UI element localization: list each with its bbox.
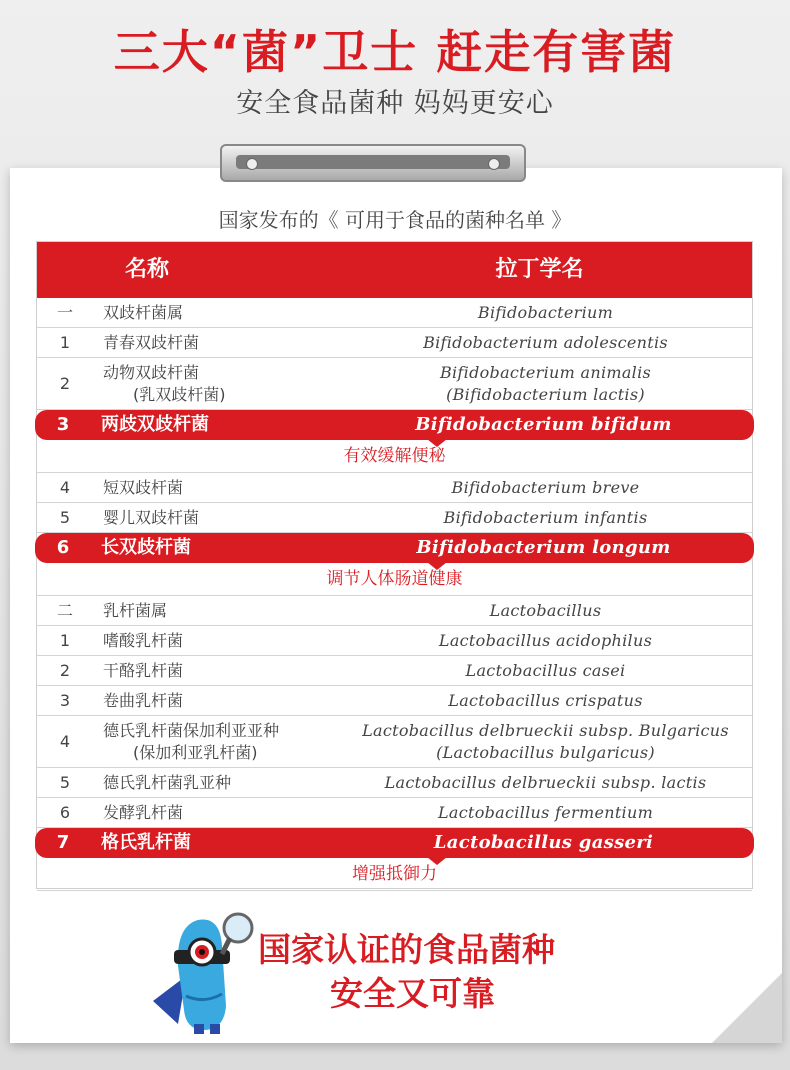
table-row — [37, 626, 752, 656]
strain-name-text-line2: (保加利亚乳杆菌) — [133, 743, 258, 762]
row-number — [37, 298, 93, 328]
strain-name — [103, 626, 363, 656]
latin-name — [343, 798, 748, 828]
latin-name — [343, 596, 748, 626]
strain-name-text-line2: (乳双歧杆菌) — [133, 385, 226, 404]
row-number-text: 2 — [59, 661, 71, 680]
latin-name — [343, 686, 748, 716]
table-row — [37, 358, 752, 410]
highlighted-table-row — [35, 410, 754, 440]
benefit-note — [37, 440, 752, 473]
latin-name-text: Bifidobacterium breve — [451, 478, 640, 497]
latin-name-text: Lactobacillus crispatus — [448, 691, 643, 710]
page-curl — [712, 973, 782, 1043]
latin-name-text: Lactobacillus gasseri — [433, 832, 654, 853]
row-number — [35, 533, 91, 563]
table-row — [37, 503, 752, 533]
column-header-name: 名称 — [124, 257, 169, 282]
strain-name-text: 婴儿双歧杆菌 — [103, 508, 200, 527]
strain-name — [103, 328, 363, 358]
row-number-text: 4 — [59, 478, 71, 497]
latin-name-text: Lactobacillus fermentium — [437, 803, 654, 822]
table-row — [37, 716, 752, 768]
footer-line-2: 安全又可靠 — [330, 974, 495, 1013]
strain-name-text: 长双歧杆菌 — [101, 537, 191, 558]
latin-name-text: Bifidobacterium animalis — [439, 363, 652, 382]
row-number-text: 5 — [59, 773, 71, 792]
latin-name-text-line2: (Bifidobacterium lactis) — [446, 385, 645, 404]
note-pointer-icon — [427, 562, 447, 570]
strain-name-text: 动物双歧杆菌 — [103, 363, 200, 382]
strain-name — [103, 298, 363, 328]
strain-name-text: 干酪乳杆菌 — [103, 661, 184, 680]
latin-name — [341, 533, 746, 563]
row-number-text: 6 — [59, 803, 71, 822]
strain-name — [101, 410, 361, 440]
list-title: 国家发布的《 可用于食品的菌种名单 》 — [218, 208, 572, 232]
row-number-text: 1 — [59, 631, 71, 650]
row-number-text: 5 — [59, 508, 71, 527]
strain-name-text: 格氏乳杆菌 — [101, 832, 191, 853]
row-number-text: 7 — [56, 832, 70, 853]
strain-name — [101, 828, 361, 858]
highlighted-table-row — [35, 828, 754, 858]
latin-name-text: Lactobacillus — [489, 601, 602, 620]
latin-name-text: Bifidobacterium longum — [416, 537, 671, 558]
latin-name — [343, 473, 748, 503]
latin-name — [341, 410, 746, 440]
benefit-note-text: 调节人体肠道健康 — [326, 569, 463, 589]
column-header-latin: 拉丁学名 — [495, 257, 584, 282]
row-number — [37, 656, 93, 686]
row-number — [37, 596, 93, 626]
strain-name — [103, 596, 363, 626]
row-number — [37, 626, 93, 656]
latin-name-text-line2: (Lactobacillus bulgaricus) — [436, 743, 655, 762]
latin-name — [341, 828, 746, 858]
strain-name-text: 德氏乳杆菌保加利亚亚种 — [103, 721, 280, 740]
strain-name-text: 德氏乳杆菌乳亚种 — [103, 773, 232, 792]
strain-name — [103, 656, 363, 686]
strain-name-text: 两歧双歧杆菌 — [101, 414, 209, 435]
strain-name — [101, 533, 361, 563]
strain-name — [103, 720, 363, 764]
row-number-text: 4 — [59, 732, 71, 751]
strain-name-text: 短双歧杆菌 — [103, 478, 184, 497]
row-number — [37, 473, 93, 503]
strain-name-text: 青春双歧杆菌 — [103, 333, 200, 352]
latin-name-text: Bifidobacterium infantis — [443, 508, 648, 527]
latin-name — [343, 626, 748, 656]
strain-name — [103, 503, 363, 533]
latin-name-text: Lactobacillus delbrueckii subsp. Bulgaricus — [362, 721, 729, 740]
latin-name — [343, 298, 748, 328]
row-number-text: 二 — [56, 601, 73, 620]
table-row — [37, 298, 752, 328]
benefit-note — [37, 563, 752, 596]
benefit-note — [37, 858, 752, 891]
page-title: 三大“菌”卫士 赶走有害菌 — [113, 25, 677, 79]
latin-name — [343, 362, 748, 406]
table-row — [37, 656, 752, 686]
strain-name — [103, 473, 363, 503]
latin-name-text: Bifidobacterium adolescentis — [423, 333, 668, 352]
footer-line-1: 国家认证的食品菌种 — [258, 930, 555, 969]
latin-name-text: Lactobacillus casei — [465, 661, 626, 680]
row-number-text: 1 — [59, 333, 71, 352]
note-pointer-icon — [427, 439, 447, 447]
latin-name — [343, 720, 748, 764]
table-row — [37, 686, 752, 716]
row-number — [37, 768, 93, 798]
latin-name-text: Bifidobacterium bifidum — [415, 414, 672, 435]
latin-name-text: Lactobacillus acidophilus — [438, 631, 653, 650]
strain-name — [103, 686, 363, 716]
table-row — [37, 596, 752, 626]
row-number — [37, 716, 93, 768]
footer-slogan — [258, 928, 678, 1016]
strain-name-text: 卷曲乳杆菌 — [103, 691, 184, 710]
row-number — [37, 358, 93, 410]
row-number — [37, 798, 93, 828]
latin-name — [343, 503, 748, 533]
latin-name-text: Bifidobacterium — [477, 303, 614, 322]
magnifier-mascot-icon — [138, 906, 256, 1036]
latin-name — [343, 656, 748, 686]
row-number-text: 2 — [59, 374, 71, 393]
page-header — [0, 20, 790, 124]
strain-name-text: 乳杆菌属 — [103, 601, 168, 620]
strain-name-text: 发酵乳杆菌 — [103, 803, 184, 822]
table-header — [37, 242, 752, 298]
row-number-text: 6 — [56, 537, 70, 558]
benefit-note-text: 有效缓解便秘 — [343, 446, 446, 466]
row-number-text: 一 — [56, 303, 73, 322]
table-row — [37, 768, 752, 798]
note-pointer-icon — [427, 857, 447, 865]
row-number — [37, 328, 93, 358]
strain-table — [36, 241, 753, 889]
highlighted-table-row — [35, 533, 754, 563]
table-row — [37, 328, 752, 358]
table-row — [37, 798, 752, 828]
row-number — [35, 410, 91, 440]
row-number-text: 3 — [59, 691, 71, 710]
strain-name-text: 双歧杆菌属 — [103, 303, 184, 322]
clipboard-clip-icon — [220, 144, 526, 182]
strain-name-text: 嗜酸乳杆菌 — [103, 631, 184, 650]
row-number — [35, 828, 91, 858]
row-number — [37, 686, 93, 716]
benefit-note-text: 增强抵御力 — [352, 864, 437, 884]
latin-name — [343, 328, 748, 358]
page-subtitle: 安全食品菌种 妈妈更安心 — [236, 88, 554, 119]
strain-name — [103, 768, 363, 798]
strain-name — [103, 798, 363, 828]
strain-name — [103, 362, 363, 406]
latin-name-text: Lactobacillus delbrueckii subsp. lactis — [384, 773, 707, 792]
latin-name — [343, 768, 748, 798]
row-number-text: 3 — [56, 414, 70, 435]
table-row — [37, 473, 752, 503]
row-number — [37, 503, 93, 533]
